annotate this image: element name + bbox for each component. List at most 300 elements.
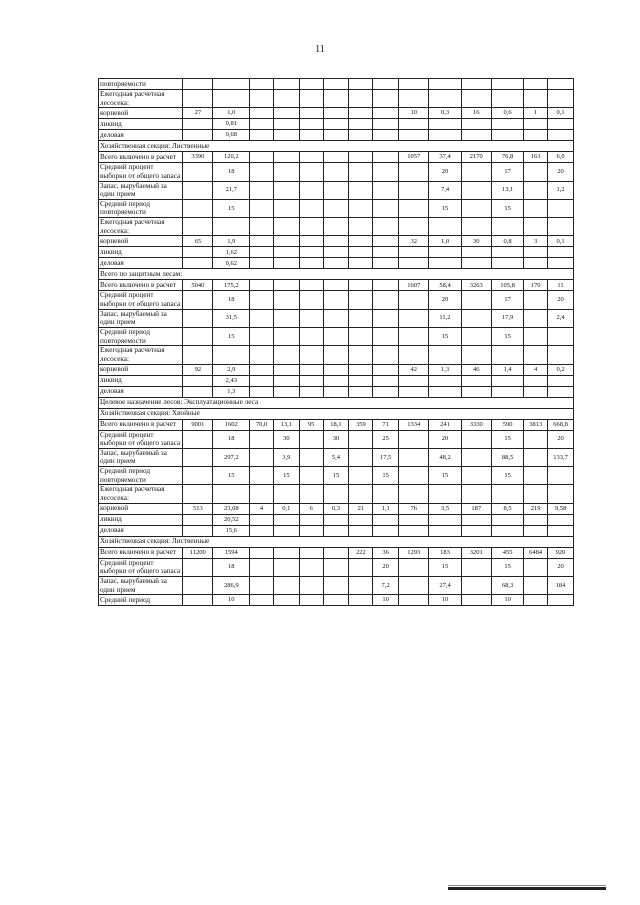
table-cell: 15 bbox=[213, 467, 250, 485]
table-cell bbox=[250, 525, 274, 536]
row-label: корневой bbox=[99, 108, 183, 119]
table-cell: 15 bbox=[491, 199, 523, 217]
table-cell bbox=[548, 247, 574, 258]
table-cell bbox=[323, 327, 349, 345]
table-cell bbox=[323, 525, 349, 536]
table-cell bbox=[323, 291, 349, 309]
table-row bbox=[99, 152, 574, 163]
table-cell: 286,9 bbox=[213, 576, 250, 594]
table-cell bbox=[323, 130, 349, 141]
table-cell bbox=[273, 346, 299, 364]
table-cell: 30 bbox=[461, 236, 491, 247]
table-cell bbox=[323, 375, 349, 386]
row-label: Всего включено в расчет bbox=[99, 419, 183, 430]
table-cell bbox=[524, 199, 548, 217]
row-label: ликвид bbox=[99, 119, 183, 130]
table-cell bbox=[461, 576, 491, 594]
table-cell bbox=[250, 218, 274, 236]
table-cell bbox=[548, 218, 574, 236]
table-cell bbox=[399, 558, 429, 576]
table-cell: 6484 bbox=[524, 547, 548, 558]
table-cell bbox=[323, 514, 349, 525]
table-cell: 3201 bbox=[461, 547, 491, 558]
table-cell: 1 bbox=[524, 108, 548, 119]
table-cell bbox=[491, 346, 523, 364]
table-cell bbox=[373, 199, 399, 217]
row-label: Запас, вырубаемый за один прием bbox=[99, 448, 183, 466]
table-cell: 1293 bbox=[399, 547, 429, 558]
table-cell bbox=[323, 258, 349, 269]
table-cell: 30 bbox=[273, 430, 299, 448]
table-cell bbox=[399, 485, 429, 503]
table-cell bbox=[299, 514, 323, 525]
table-cell bbox=[491, 258, 523, 269]
table-cell: 4 bbox=[524, 364, 548, 375]
table-cell: 15 bbox=[491, 327, 523, 345]
table-cell bbox=[548, 199, 574, 217]
table-cell bbox=[250, 375, 274, 386]
footer-rule bbox=[448, 887, 606, 890]
table-cell: 20 bbox=[429, 291, 461, 309]
table-cell bbox=[399, 467, 429, 485]
table-cell bbox=[349, 514, 373, 525]
table-cell bbox=[461, 199, 491, 217]
table-cell bbox=[548, 327, 574, 345]
table-cell bbox=[373, 79, 399, 90]
table-cell bbox=[299, 547, 323, 558]
table-cell bbox=[461, 595, 491, 606]
table-cell bbox=[491, 119, 523, 130]
table-cell bbox=[399, 79, 429, 90]
table-cell bbox=[524, 218, 548, 236]
section-header-row bbox=[99, 536, 574, 547]
table-cell: 1594 bbox=[213, 547, 250, 558]
table-cell: 17,5 bbox=[373, 448, 399, 466]
table-cell: 0,1 bbox=[548, 108, 574, 119]
table-cell bbox=[299, 247, 323, 258]
table-cell bbox=[399, 595, 429, 606]
table-cell bbox=[299, 291, 323, 309]
table-cell bbox=[250, 485, 274, 503]
table-cell bbox=[349, 119, 373, 130]
table-cell: 15 bbox=[373, 467, 399, 485]
table-cell bbox=[349, 90, 373, 108]
table-cell: 23,08 bbox=[213, 503, 250, 514]
table-cell bbox=[373, 90, 399, 108]
table-cell bbox=[349, 218, 373, 236]
table-cell bbox=[250, 199, 274, 217]
table-cell bbox=[349, 327, 373, 345]
table-cell bbox=[323, 218, 349, 236]
table-cell: 241 bbox=[429, 419, 461, 430]
table-cell bbox=[323, 309, 349, 327]
table-cell bbox=[349, 152, 373, 163]
table-row bbox=[99, 280, 574, 291]
table-cell bbox=[461, 79, 491, 90]
table-cell: 3390 bbox=[183, 152, 213, 163]
row-label: ликвид bbox=[99, 375, 183, 386]
table-cell bbox=[273, 218, 299, 236]
table-cell: 15 bbox=[429, 558, 461, 576]
table-cell bbox=[524, 79, 548, 90]
table-cell bbox=[323, 576, 349, 594]
table-cell: 68,3 bbox=[491, 576, 523, 594]
table-cell bbox=[548, 258, 574, 269]
table-cell bbox=[399, 309, 429, 327]
table-cell bbox=[183, 218, 213, 236]
table-cell bbox=[250, 152, 274, 163]
table-cell bbox=[349, 108, 373, 119]
table-cell bbox=[299, 576, 323, 594]
table-cell bbox=[323, 181, 349, 199]
table-cell: 0,68 bbox=[213, 130, 250, 141]
table-cell bbox=[250, 430, 274, 448]
table-cell bbox=[323, 547, 349, 558]
table-cell bbox=[399, 163, 429, 181]
table-cell: 15 bbox=[429, 327, 461, 345]
table-cell bbox=[399, 430, 429, 448]
table-cell bbox=[250, 280, 274, 291]
table-cell bbox=[250, 346, 274, 364]
table-cell bbox=[250, 130, 274, 141]
table-cell bbox=[373, 364, 399, 375]
table-cell: 65 bbox=[183, 236, 213, 247]
table-cell: 6,0 bbox=[548, 152, 574, 163]
table-row bbox=[99, 236, 574, 247]
row-label: Средний период повторяемости bbox=[99, 467, 183, 485]
table-cell bbox=[373, 346, 399, 364]
table-cell bbox=[524, 485, 548, 503]
table-row bbox=[99, 247, 574, 258]
table-cell: 1602 bbox=[213, 419, 250, 430]
table-cell bbox=[399, 375, 429, 386]
table-cell: 1334 bbox=[399, 419, 429, 430]
table-cell bbox=[273, 558, 299, 576]
table-cell bbox=[250, 595, 274, 606]
table-row bbox=[99, 291, 574, 309]
table-cell bbox=[349, 595, 373, 606]
table-cell bbox=[429, 258, 461, 269]
table-cell bbox=[373, 485, 399, 503]
table-cell bbox=[323, 595, 349, 606]
table-cell bbox=[399, 448, 429, 466]
table-cell bbox=[323, 247, 349, 258]
table-cell bbox=[491, 375, 523, 386]
table-cell: 37,4 bbox=[429, 152, 461, 163]
table-cell bbox=[349, 181, 373, 199]
table-cell: 3813 bbox=[524, 419, 548, 430]
table-cell: 184 bbox=[548, 576, 574, 594]
table-cell bbox=[250, 108, 274, 119]
table-cell bbox=[429, 514, 461, 525]
table-cell bbox=[183, 485, 213, 503]
table-cell bbox=[524, 181, 548, 199]
table-cell: 0,3 bbox=[429, 108, 461, 119]
table-cell bbox=[491, 485, 523, 503]
row-label: корневой bbox=[99, 503, 183, 514]
table-row bbox=[99, 430, 574, 448]
table-cell: 11 bbox=[548, 280, 574, 291]
table-cell bbox=[429, 247, 461, 258]
table-cell: 15 bbox=[213, 327, 250, 345]
table-row bbox=[99, 79, 574, 90]
table-cell bbox=[524, 130, 548, 141]
table-cell bbox=[524, 514, 548, 525]
table-cell bbox=[250, 247, 274, 258]
table-cell: 11200 bbox=[183, 547, 213, 558]
table-cell bbox=[491, 247, 523, 258]
table-cell: 11,2 bbox=[429, 309, 461, 327]
table-cell bbox=[323, 346, 349, 364]
table-cell bbox=[250, 79, 274, 90]
row-label: Всего включено в расчет bbox=[99, 547, 183, 558]
table-cell bbox=[299, 236, 323, 247]
table-cell bbox=[299, 280, 323, 291]
table-cell bbox=[299, 79, 323, 90]
table-cell bbox=[461, 430, 491, 448]
table-row bbox=[99, 108, 574, 119]
table-cell: 219 bbox=[524, 503, 548, 514]
table-cell bbox=[213, 485, 250, 503]
table-cell: 297,2 bbox=[213, 448, 250, 466]
table-cell bbox=[461, 375, 491, 386]
table-cell bbox=[183, 199, 213, 217]
section-header: Целевое назначение лесов: Эксплуатационные леса bbox=[99, 397, 574, 408]
table-cell: 46 bbox=[461, 364, 491, 375]
table-cell bbox=[213, 346, 250, 364]
table-cell bbox=[373, 108, 399, 119]
table-cell bbox=[273, 547, 299, 558]
table-cell bbox=[524, 386, 548, 397]
table-cell: 20 bbox=[373, 558, 399, 576]
row-label: деловая bbox=[99, 525, 183, 536]
table-cell: 9001 bbox=[183, 419, 213, 430]
table-cell bbox=[524, 163, 548, 181]
table-cell bbox=[429, 218, 461, 236]
row-label: Запас, вырубаемый за один прием bbox=[99, 309, 183, 327]
table-cell: 6 bbox=[299, 503, 323, 514]
table-cell bbox=[461, 163, 491, 181]
table-cell: 1,2 bbox=[548, 181, 574, 199]
table-row bbox=[99, 576, 574, 594]
table-cell: 513 bbox=[183, 503, 213, 514]
table-cell bbox=[373, 309, 399, 327]
table-cell bbox=[548, 375, 574, 386]
table-cell: 95 bbox=[299, 419, 323, 430]
table-cell bbox=[299, 152, 323, 163]
table-cell: 15 bbox=[273, 467, 299, 485]
row-label: Всего включено в расчет bbox=[99, 152, 183, 163]
table-cell bbox=[273, 108, 299, 119]
table-row bbox=[99, 595, 574, 606]
table-cell: 4 bbox=[250, 503, 274, 514]
table-cell bbox=[250, 309, 274, 327]
table-cell bbox=[399, 130, 429, 141]
table-cell: 92 bbox=[183, 364, 213, 375]
table-cell bbox=[323, 280, 349, 291]
table-cell: 0,6 bbox=[491, 108, 523, 119]
table-cell bbox=[524, 119, 548, 130]
table-cell: 10 bbox=[213, 595, 250, 606]
table-cell bbox=[273, 247, 299, 258]
table-cell: 42 bbox=[399, 364, 429, 375]
table-cell: 3,9 bbox=[273, 448, 299, 466]
table-cell: 0,81 bbox=[213, 119, 250, 130]
table-cell: 2,4 bbox=[548, 309, 574, 327]
table-cell: 20 bbox=[548, 291, 574, 309]
section-header-row bbox=[99, 408, 574, 419]
table-cell bbox=[273, 119, 299, 130]
table-cell: 359 bbox=[349, 419, 373, 430]
table-cell bbox=[399, 525, 429, 536]
table-cell: 15 bbox=[491, 558, 523, 576]
table-row bbox=[99, 419, 574, 430]
table-row bbox=[99, 346, 574, 364]
table-cell bbox=[429, 485, 461, 503]
table-cell bbox=[273, 199, 299, 217]
table-cell bbox=[299, 199, 323, 217]
table-cell bbox=[323, 386, 349, 397]
table-cell bbox=[524, 247, 548, 258]
section-header: Всего по защитным лесам: bbox=[99, 269, 574, 280]
table-row bbox=[99, 327, 574, 345]
table-cell bbox=[429, 90, 461, 108]
table-cell: 70,0 bbox=[250, 419, 274, 430]
table-cell bbox=[299, 430, 323, 448]
table-cell bbox=[299, 467, 323, 485]
row-label: Ежегодная расчетная лесосека: bbox=[99, 485, 183, 503]
table-cell bbox=[323, 108, 349, 119]
table-cell bbox=[461, 119, 491, 130]
table-cell bbox=[524, 309, 548, 327]
table-cell bbox=[183, 558, 213, 576]
table-cell bbox=[349, 430, 373, 448]
table-cell bbox=[399, 218, 429, 236]
section-header: Хозяйственная секция: Лиственные bbox=[99, 141, 574, 152]
table-cell: 1,62 bbox=[213, 247, 250, 258]
table-cell bbox=[349, 386, 373, 397]
footer-rule-thin bbox=[448, 885, 606, 886]
table-cell: 17,9 bbox=[491, 309, 523, 327]
table-cell bbox=[299, 163, 323, 181]
table-cell bbox=[183, 595, 213, 606]
table-cell bbox=[299, 108, 323, 119]
table-row bbox=[99, 218, 574, 236]
row-label: корневой bbox=[99, 236, 183, 247]
table-cell bbox=[548, 79, 574, 90]
table-cell: 10 bbox=[399, 108, 429, 119]
table-cell bbox=[250, 514, 274, 525]
table-cell bbox=[183, 448, 213, 466]
table-cell bbox=[299, 258, 323, 269]
table-cell: 1,3 bbox=[429, 364, 461, 375]
table-row bbox=[99, 375, 574, 386]
page-number: 11 bbox=[315, 44, 325, 55]
table-cell: 1,9 bbox=[213, 236, 250, 247]
table-cell bbox=[461, 525, 491, 536]
table-cell: 3263 bbox=[461, 280, 491, 291]
row-label: Запас, вырубаемый за один прием bbox=[99, 181, 183, 199]
table-cell bbox=[491, 218, 523, 236]
table-cell bbox=[349, 346, 373, 364]
table-cell bbox=[183, 346, 213, 364]
table-cell bbox=[250, 258, 274, 269]
table-cell: 30 bbox=[323, 430, 349, 448]
row-label: деловая bbox=[99, 130, 183, 141]
table-cell: 76,8 bbox=[491, 152, 523, 163]
table-cell bbox=[273, 364, 299, 375]
table-cell bbox=[461, 448, 491, 466]
table-cell bbox=[299, 218, 323, 236]
table-cell: 1,0 bbox=[213, 108, 250, 119]
table-cell: 21 bbox=[349, 503, 373, 514]
table-cell bbox=[349, 467, 373, 485]
table-row bbox=[99, 163, 574, 181]
table-cell bbox=[461, 346, 491, 364]
table-cell bbox=[491, 386, 523, 397]
table-cell bbox=[349, 485, 373, 503]
table-cell: 3,5 bbox=[429, 503, 461, 514]
table-cell bbox=[399, 346, 429, 364]
table-cell bbox=[323, 119, 349, 130]
table-cell bbox=[349, 364, 373, 375]
table-cell: 27 bbox=[183, 108, 213, 119]
table-cell bbox=[250, 467, 274, 485]
table-cell bbox=[399, 291, 429, 309]
table-cell bbox=[399, 576, 429, 594]
table-cell: 18 bbox=[213, 558, 250, 576]
table-cell: 1057 bbox=[399, 152, 429, 163]
table-cell bbox=[373, 218, 399, 236]
section-header-row bbox=[99, 269, 574, 280]
section-header-row bbox=[99, 397, 574, 408]
table-cell bbox=[273, 327, 299, 345]
table-cell bbox=[373, 258, 399, 269]
table-cell bbox=[349, 558, 373, 576]
row-label: Ежегодная расчетная лесосека: bbox=[99, 218, 183, 236]
table-cell bbox=[323, 199, 349, 217]
table-cell bbox=[373, 163, 399, 181]
table-cell bbox=[299, 119, 323, 130]
table-cell bbox=[399, 199, 429, 217]
table-cell: 15 bbox=[429, 199, 461, 217]
table-row bbox=[99, 514, 574, 525]
table-cell bbox=[429, 375, 461, 386]
table-cell: 5,4 bbox=[323, 448, 349, 466]
table-cell: 0,2 bbox=[548, 364, 574, 375]
table-cell bbox=[273, 236, 299, 247]
table-cell bbox=[548, 514, 574, 525]
table-cell bbox=[183, 258, 213, 269]
table-cell: 0,1 bbox=[548, 236, 574, 247]
table-cell bbox=[491, 90, 523, 108]
table-cell: 16 bbox=[461, 108, 491, 119]
table-cell bbox=[299, 364, 323, 375]
table-cell bbox=[273, 258, 299, 269]
table-cell bbox=[399, 258, 429, 269]
table-cell bbox=[183, 309, 213, 327]
table-cell: 13,1 bbox=[273, 419, 299, 430]
table-cell bbox=[323, 236, 349, 247]
table-cell bbox=[524, 375, 548, 386]
table-cell bbox=[491, 514, 523, 525]
row-label: Средний процент выборки от общего запаса bbox=[99, 558, 183, 576]
table-cell: 13,1 bbox=[491, 181, 523, 199]
table-cell bbox=[524, 327, 548, 345]
table-cell bbox=[250, 576, 274, 594]
table-cell: 15 bbox=[491, 430, 523, 448]
table-cell bbox=[524, 258, 548, 269]
